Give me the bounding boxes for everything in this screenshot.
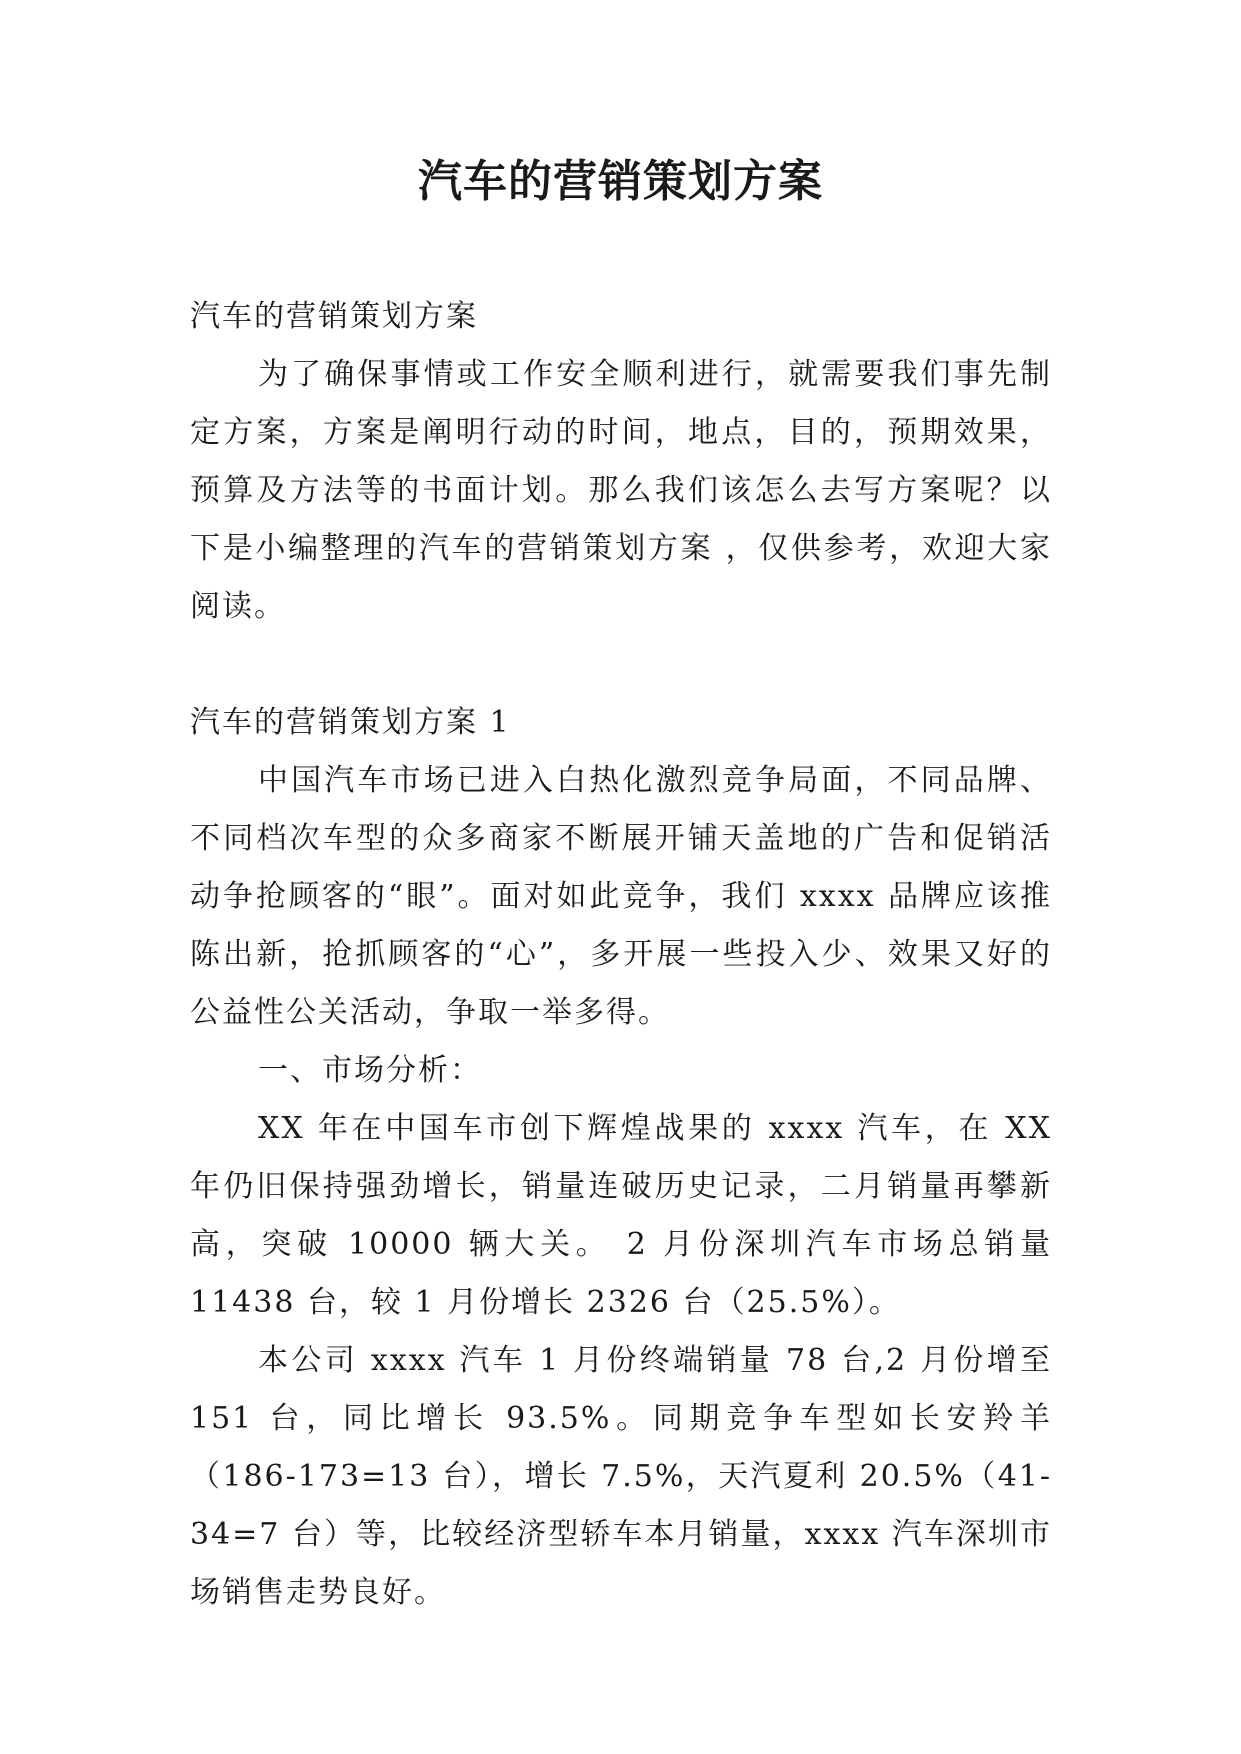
intro-paragraph: 为了确保事情或工作安全顺利进行，就需要我们事先制定方案，方案是阐明行动的时间，地点，目的，预期效果，预算及方法等的书面计划。那么我们该怎么去写方案呢？以下是小编整理的汽车的营销策划方案 ，仅供参考，欢迎大家阅读。 xyxy=(190,357,1052,624)
document-body xyxy=(190,288,1052,1622)
document-title: 汽车的营销策划方案 xyxy=(418,156,823,207)
section-spacer xyxy=(190,636,1052,694)
body-paragraph-2: XX 年在中国车市创下辉煌战果的 xxxx 汽车，在 XX 年仍旧保持强劲增长，销量连破历史记录，二月销量再攀新高，突破 10000 辆大关。 2 月份深圳汽车市场总销量 11438 台，较 1 月份增长 2326 台（25.5%）。 xyxy=(190,1111,1052,1320)
document-subtitle: 汽车的营销策划方案 xyxy=(190,299,478,334)
body-paragraph-3: 本公司 xxxx 汽车 1 月份终端销量 78 台,2 月份增至 151 台，同比增长 93.5%。同期竞争车型如长安羚羊（186-173=13 台），增长 7.5%，天汽夏利 20.5%（41-34=7 台）等，比较经济型轿车本月销量，xxxx 汽车深圳市场销售走势良好。 xyxy=(190,1343,1052,1610)
market-analysis-heading: 一、市场分析： xyxy=(258,1053,482,1088)
section-title: 汽车的营销策划方案 1 xyxy=(190,705,511,740)
body-paragraph-1: 中国汽车市场已进入白热化激烈竞争局面，不同品牌、不同档次车型的众多商家不断展开铺天盖地的广告和促销活动争抢顾客的“眼”。面对如此竞争，我们 xxxx 品牌应该推陈出新，抢抓顾客的“心”，多开展一些投入少、效果又好的公益性公关活动，争取一举多得。 xyxy=(190,763,1052,1030)
